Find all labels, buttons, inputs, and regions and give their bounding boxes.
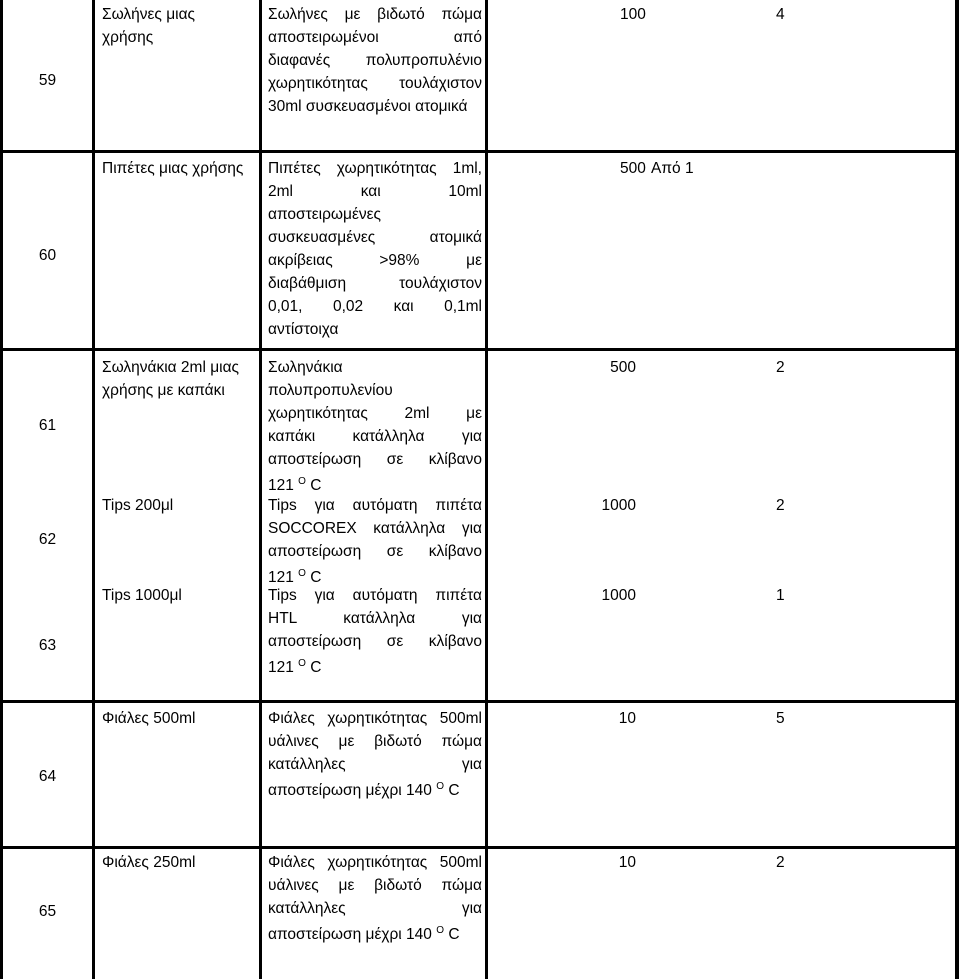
quantity: 1000 — [601, 497, 636, 514]
group-value: 1 — [776, 587, 785, 604]
item-name: Tips 1000μl — [102, 587, 182, 604]
column-divider — [259, 0, 262, 979]
temperature-line: 121 $^O$ C — [268, 475, 322, 494]
group-value: 2 — [776, 359, 785, 376]
item-description: Φιάλες χωρητικότητας 500ml υάλινες με βιδωτό πώμα κατάλληλες για αποστείρωση μέχρι 140 $^O$ C — [268, 710, 482, 799]
item-description: Tips για αυτόματη πιπέτα HTL κατάλληλα για αποστείρωση σε κλίβανο 121 $^O$ C — [268, 587, 482, 676]
column-divider — [485, 0, 488, 979]
row-divider — [0, 348, 959, 351]
item-name: Πιπέτες μιας χρήσης — [102, 160, 244, 177]
degree-marker: O — [298, 475, 306, 487]
row-number: 64 — [38, 768, 57, 785]
row-divider — [0, 150, 959, 153]
row-number: 60 — [38, 247, 57, 264]
quantity: 10 — [618, 854, 636, 871]
degree-marker: O — [436, 924, 445, 936]
group-value: 4 — [776, 6, 785, 23]
table-border-right — [955, 0, 959, 979]
item-name: Tips 200μl — [102, 497, 174, 514]
quantity: 100 — [620, 6, 646, 23]
degree-marker: O — [298, 657, 306, 669]
row-number: 62 — [38, 531, 57, 548]
column-divider — [92, 0, 95, 979]
item-name: Φιάλες 500ml — [102, 710, 196, 727]
group-value: Από 1 — [651, 160, 694, 177]
group-value: 2 — [776, 497, 785, 514]
item-description: Σωληνάκια πολυπροπυλενίου χωρητικότητας 2ml με καπάκι κατάλληλα για αποστείρωση σε κλίβανο 121 $^O$ C — [268, 359, 482, 494]
item-description: Tips για αυτόματη πιπέτα SOCCOREX κατάλληλα για αποστείρωση σε κλίβανο 121 $^O$ C — [268, 497, 482, 586]
item-name: Σωλήνες μιας χρήσης — [102, 6, 195, 46]
item-name: Φιάλες 250ml — [102, 854, 196, 871]
quantity: 500 — [620, 160, 646, 177]
item-description: Φιάλες χωρητικότητας 500ml υάλινες με βιδωτό πώμα κατάλληλες για αποστείρωση μέχρι 140 $^O$ C — [268, 854, 482, 943]
row-divider — [0, 700, 959, 703]
degree-marker: O — [298, 567, 306, 579]
item-description: Σωλήνες με βιδωτό πώμα αποστειρωμένοι από διαφανές πολυπροπυλένιο χωρητικότητας τουλάχιστον 30ml συσκευασμένοι ατομικά — [268, 6, 482, 115]
row-number: 63 — [38, 637, 57, 654]
row-number: 61 — [38, 417, 57, 434]
quantity: 10 — [618, 710, 636, 727]
quantity: 500 — [610, 359, 636, 376]
row-number: 59 — [38, 72, 57, 89]
table-border-left — [0, 0, 3, 979]
group-value: 5 — [776, 710, 785, 727]
group-value: 2 — [776, 854, 785, 871]
row-number: 65 — [38, 903, 57, 920]
row-divider — [0, 846, 959, 849]
degree-marker: O — [436, 780, 445, 792]
quantity: 1000 — [601, 587, 636, 604]
item-description: Πιπέτες χωρητικότητας 1ml, 2ml και 10ml αποστειρωμένες συσκευασμένες ατομικά ακρίβειας >98% με διαβάθμιση τουλάχιστον 0,01, 0,02 και 0,1ml αντίστοιχα — [268, 160, 482, 338]
item-name: Σωληνάκια 2ml μιας χρήσης με καπάκι — [102, 359, 240, 399]
